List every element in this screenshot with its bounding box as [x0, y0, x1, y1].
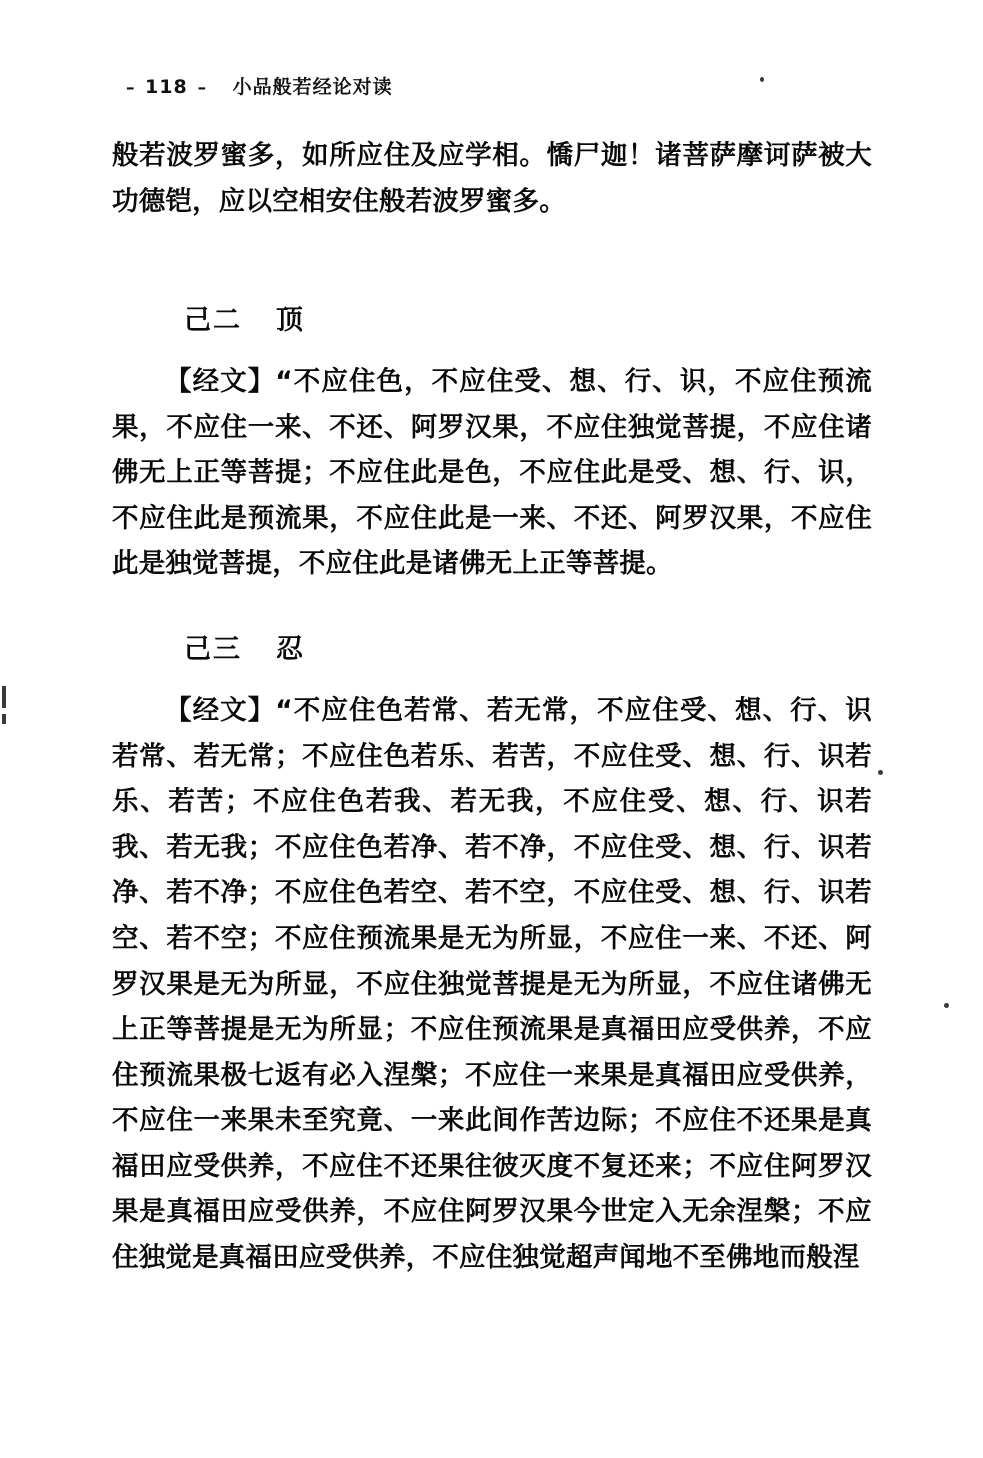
section-title-1: 顶 [276, 305, 305, 337]
book-title: 小品般若经论对读 [232, 76, 393, 98]
header-dash-left: – [126, 78, 135, 98]
section-title-2: 忍 [276, 634, 305, 666]
scan-speckle [944, 1003, 949, 1008]
page-number: 118 [145, 76, 188, 98]
scan-edge-mark [2, 714, 6, 724]
section-heading-2 [112, 627, 872, 666]
section-paragraph-1: 【经文】“不应住色，不应住受、想、行、识，不应住预流果，不应住一来、不还、阿罗汉果，不应住独觉菩提，不应住诸佛无上正等菩提；不应住此是色，不应住此是受、想、行、识，不应住此是预流果，不应住此是一来、不还、阿罗汉果，不应住此是独觉菩提，不应住此是诸佛无上正等菩提。 [112, 366, 872, 580]
scan-edge-mark [2, 686, 6, 708]
header-dash-right: – [197, 78, 207, 98]
page-header [112, 72, 872, 99]
section-label-1: 己二 [184, 305, 242, 337]
section-heading-1 [112, 298, 872, 337]
scan-speckle [878, 770, 883, 775]
section-label-2: 己三 [184, 634, 242, 666]
page-content [112, 72, 872, 1289]
section-paragraph-2: 【经文】“不应住色若常、若无常，不应住受、想、行、识若常、若无常；不应住色若乐、若苦，不应住受、想、行、识若乐、若苦；不应住色若我、若无我，不应住受、想、行、识若我、若无我；不应住色若净、若不净，不应住受、想、行、识若净、若不净；不应住色若空、若不空，不应住受、想、行、识若空、若不空；不应住预流果是无为所显，不应住一来、不还、阿罗汉果是无为所显，不应住独觉菩提是无为所显，不应住诸佛无上正等菩提是无为所显；不应住预流果是真福田应受供养，不应住预流果极七返有必入涅槃；不应住一来果是真福田应受供养，不应住一来果未至究竟、一来此间作苦边际；不应住不还果是真福田应受供养，不应住不还果往彼灭度不复还来；不应住阿罗汉果是真福田应受供养，不应住阿罗汉果今世定入无余涅槃；不应住独觉是真福田应受供养，不应住独觉超声闻地不至佛地而般涅 [112, 695, 872, 1273]
opening-paragraph: 般若波罗蜜多，如所应住及应学相。憍尸迦！诸菩萨摩诃萨被大功德铠，应以空相安住般若波罗蜜多。 [112, 140, 872, 217]
spacer [112, 232, 872, 258]
